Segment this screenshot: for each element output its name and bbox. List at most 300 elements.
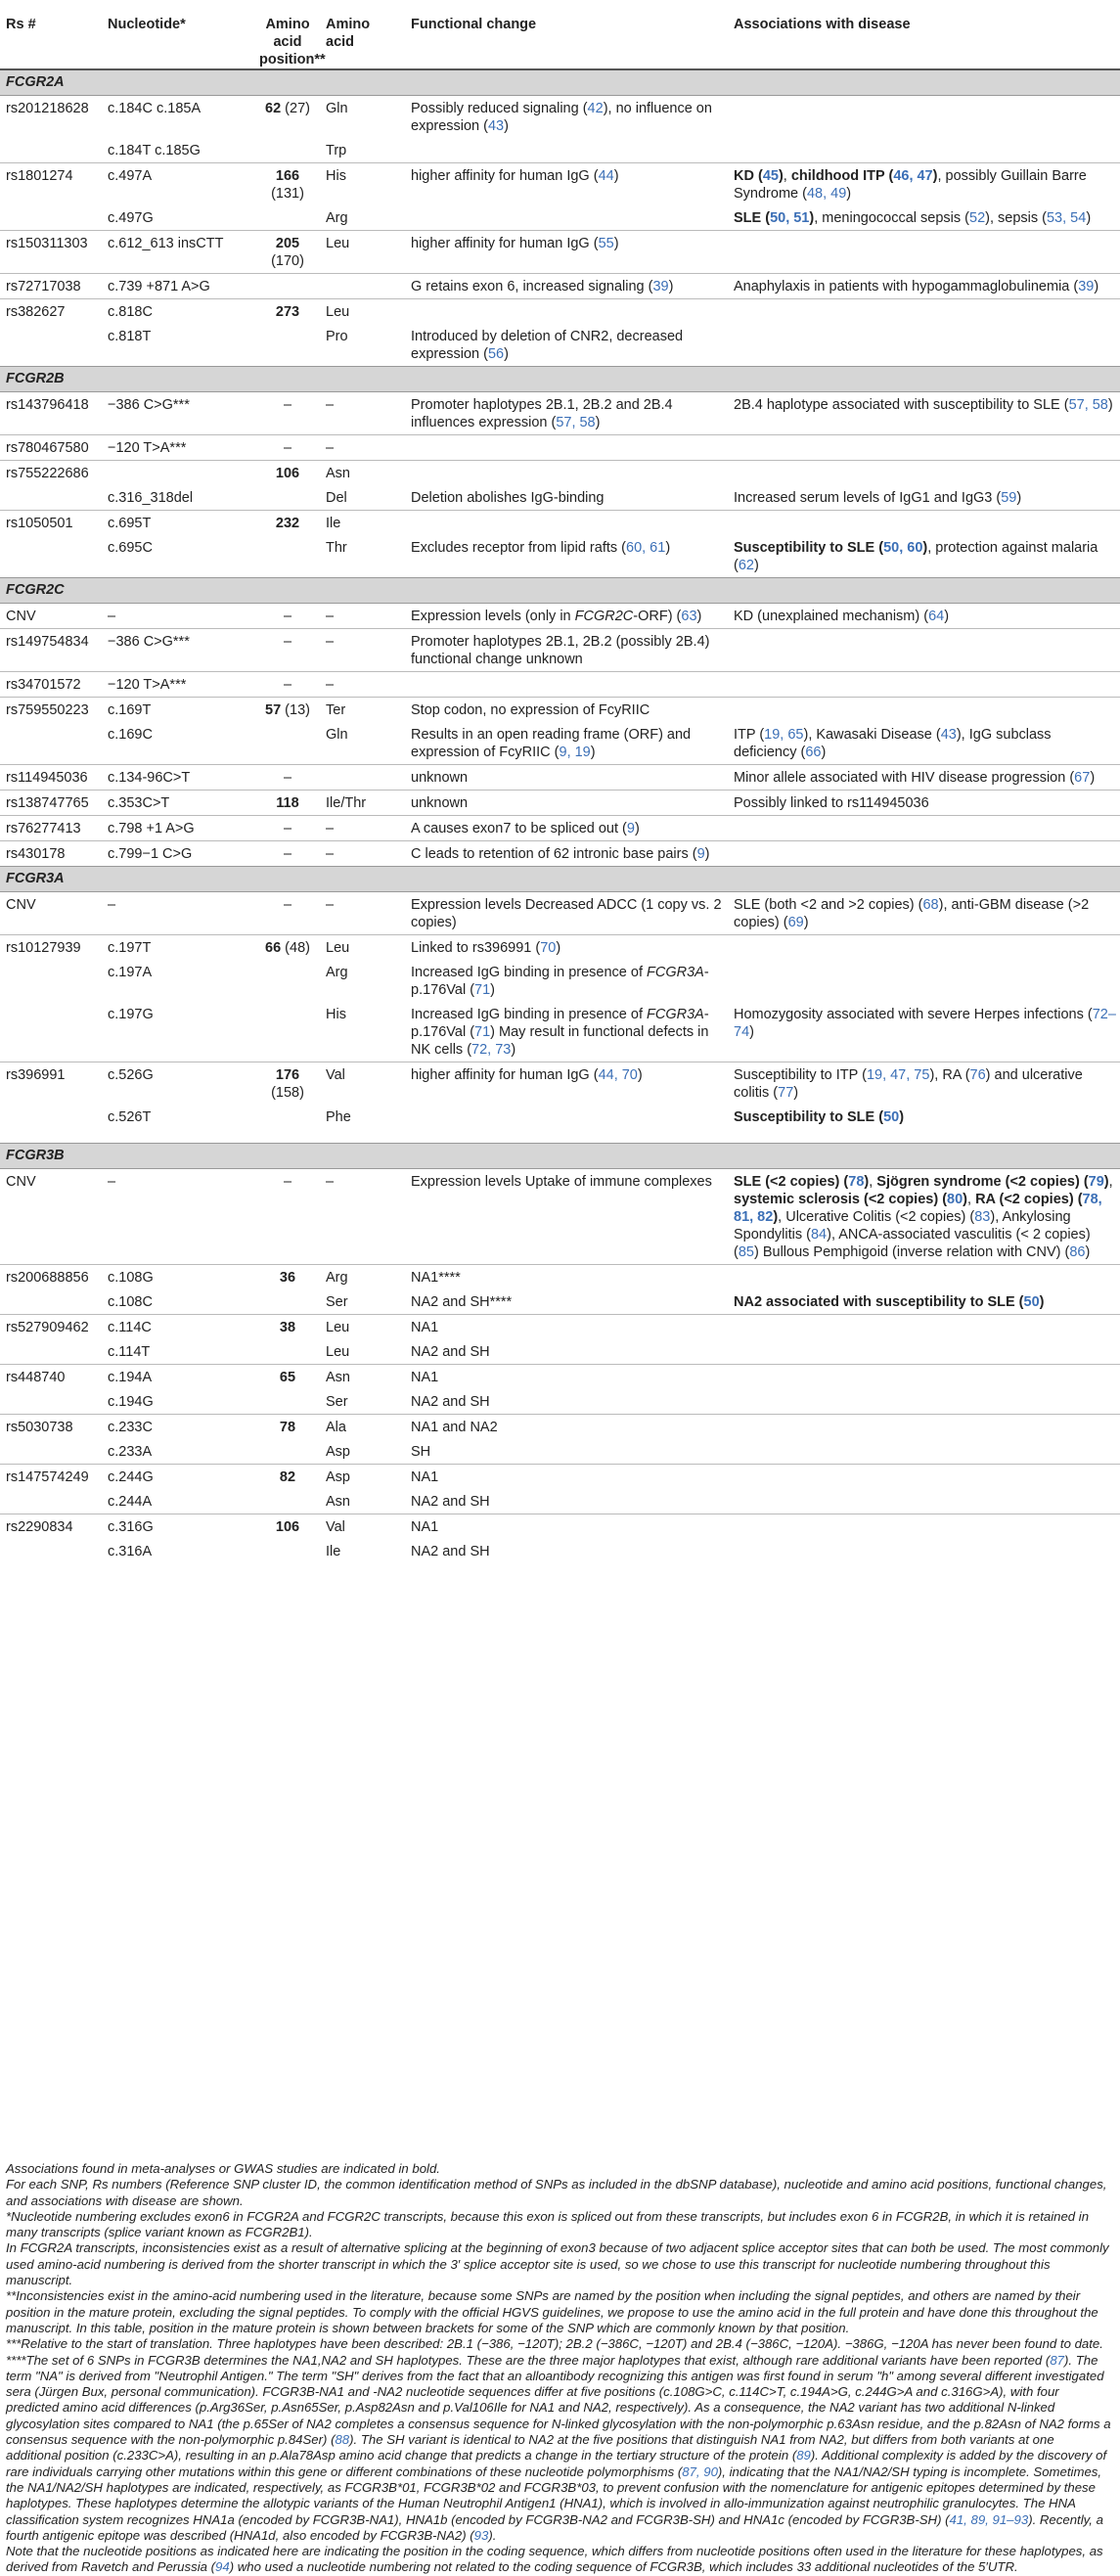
rs-cell <box>0 1539 102 1563</box>
disease-cell <box>728 816 1120 841</box>
rs-cell <box>0 138 102 163</box>
section-header-fcgr2a <box>0 69 1120 96</box>
functional-change-cell: NA1 <box>405 1465 728 1490</box>
rs-cell: rs143796418 <box>6 397 89 413</box>
rs-cell: rs755222686 <box>0 461 102 486</box>
aa-position-value: 78 <box>279 1420 296 1435</box>
table-row <box>0 672 1120 698</box>
functional-change-cell: NA1**** <box>405 1265 728 1290</box>
nucleotide-cell: – <box>108 897 116 913</box>
table-row <box>0 535 1120 578</box>
aa-position-cell <box>253 1415 320 1440</box>
rs-cell: CNV <box>6 897 36 913</box>
aa-position-cell <box>253 604 320 629</box>
aa-position-cell <box>253 841 320 867</box>
disease-cell <box>728 1265 1120 1290</box>
col-header-rs: Rs # <box>0 0 102 69</box>
aa-position-cell <box>253 299 320 325</box>
col-header-nucleotide: Nucleotide* <box>102 0 253 69</box>
disease-cell <box>728 1439 1120 1465</box>
rs-cell: rs138747765 <box>0 791 102 816</box>
aa-position-cell <box>253 722 320 765</box>
functional-change-cell: C leads to retention of 62 intronic base pairs (9) <box>405 841 728 867</box>
nucleotide-cell: −386 C>G*** <box>108 397 190 413</box>
aa-position-value: 62 <box>265 101 282 116</box>
table-row <box>0 1062 1120 1106</box>
amino-acid-cell: Leu <box>320 1315 405 1340</box>
disease-cell <box>728 461 1120 486</box>
nucleotide-cell <box>102 461 253 486</box>
aa-position-cell <box>253 138 320 163</box>
nucleotide-cell: c.134-96C>T <box>102 765 253 791</box>
disease-cell <box>728 138 1120 163</box>
nucleotide-cell: c.497A <box>102 163 253 206</box>
aa-position-cell <box>253 816 320 841</box>
amino-acid-cell: Gln <box>326 727 348 743</box>
amino-acid-cell: – <box>320 629 405 672</box>
nucleotide-cell: c.184T c.185G <box>108 143 201 158</box>
rs-cell <box>0 485 102 511</box>
nucleotide-cell: c.316A <box>108 1544 153 1559</box>
functional-change-cell: Expression levels (only in FCGR2C-ORF) (63) <box>411 609 702 624</box>
functional-change-cell <box>405 299 728 325</box>
col-header-disease: Associations with disease <box>728 0 1120 69</box>
section-header-fcgr3b <box>0 1144 1120 1169</box>
table-body <box>0 69 1120 1563</box>
aa-position-value: – <box>283 846 292 862</box>
amino-acid-cell: – <box>326 897 335 913</box>
amino-acid-cell: – <box>326 609 335 624</box>
disease-cell: SLE (<2 copies) (78), Sjögren syndrome (<2 copies) (79), systemic sclerosis (<2 copies) (80), RA (<2 copies) (78, 81, 82), Ulcerative Colitis (<2 copies) (83), Ankylosing Spondylitis (84), ANCA-associated vasculitis (< 2 copies) (85) Bullous Pemphigoid (inverse relation with CNV) (86) <box>734 1174 1113 1260</box>
disease-cell: Minor allele associated with HIV disease progression (67) <box>728 765 1120 791</box>
table-row <box>0 1169 1120 1265</box>
section-title: FCGR3A <box>0 867 1120 892</box>
nucleotide-cell: – <box>108 609 116 624</box>
rs-cell <box>0 1002 102 1062</box>
rs-cell: rs527909462 <box>0 1315 102 1340</box>
amino-acid-cell: Asp <box>320 1465 405 1490</box>
functional-change-cell: Linked to rs396991 (70) <box>405 935 728 961</box>
rs-cell <box>0 1289 102 1315</box>
nucleotide-cell: c.114T <box>108 1344 151 1360</box>
aa-position-value: 205 <box>275 236 300 251</box>
table-row <box>0 629 1120 672</box>
aa-position-value: 232 <box>275 516 300 531</box>
aa-position-mature: (48) <box>281 940 310 956</box>
nucleotide-cell: – <box>108 1174 116 1190</box>
rs-cell <box>0 1339 102 1365</box>
nucleotide-cell: c.497G <box>108 210 154 226</box>
footnote: ***Relative to the start of translation. Three haplotypes have been described: 2B.1 (−386, −120T); 2B.2 (−386C, −120T) and 2B.4 (−386C, −120A). −386G, −120A has never been found to date. <box>6 2336 1103 2352</box>
nucleotide-cell: c.197T <box>102 935 253 961</box>
table-row <box>0 299 1120 325</box>
rs-cell: rs114945036 <box>0 765 102 791</box>
table-row <box>0 935 1120 961</box>
aa-position-mature: (170) <box>271 253 304 269</box>
nucleotide-cell: c.197A <box>108 965 153 980</box>
rs-cell: rs34701572 <box>0 672 102 698</box>
amino-acid-cell: Leu <box>326 1344 350 1360</box>
disease-cell <box>728 1339 1120 1365</box>
table-row <box>0 1539 1120 1563</box>
nucleotide-cell: c.233C <box>102 1415 253 1440</box>
aa-position-cell <box>253 1315 320 1340</box>
aa-position-value: 36 <box>279 1270 296 1286</box>
aa-position-cell <box>253 205 320 231</box>
rs-cell: rs780467580 <box>0 435 102 461</box>
functional-change-cell: Expression levels Decreased ADCC (1 copy vs. 2 copies) <box>411 897 722 930</box>
table-row <box>0 1489 1120 1514</box>
amino-acid-cell: Val <box>320 1062 405 1106</box>
disease-cell: SLE (50, 51), meningococcal sepsis (52), sepsis (53, 54) <box>734 210 1092 226</box>
amino-acid-cell: Ile/Thr <box>320 791 405 816</box>
functional-change-cell: NA1 <box>405 1514 728 1540</box>
section-header-fcgr3a <box>0 867 1120 892</box>
aa-position-cell <box>253 1265 320 1290</box>
nucleotide-cell: c.316G <box>102 1514 253 1540</box>
nucleotide-cell: −386 C>G*** <box>102 629 253 672</box>
rs-cell: rs150311303 <box>0 231 102 274</box>
disease-cell <box>728 1315 1120 1340</box>
disease-cell <box>728 698 1120 723</box>
aa-position-cell <box>253 1439 320 1465</box>
rs-cell: rs200688856 <box>0 1265 102 1290</box>
aa-position-value: – <box>283 440 292 456</box>
functional-change-cell: NA2 and SH <box>411 1494 490 1510</box>
table-row <box>0 1002 1120 1062</box>
nucleotide-cell: c.526G <box>102 1062 253 1106</box>
table-row <box>0 791 1120 816</box>
table-row <box>0 1105 1120 1129</box>
aa-position-value: 65 <box>279 1370 296 1385</box>
functional-change-cell: Increased IgG binding in presence of FCGR3A-p.176Val (71) <box>411 965 709 998</box>
aa-position-cell <box>253 1514 320 1540</box>
nucleotide-cell: c.695T <box>102 511 253 536</box>
rs-cell: rs10127939 <box>0 935 102 961</box>
aa-position-cell <box>253 960 320 1002</box>
table-row <box>0 231 1120 274</box>
aa-position-cell <box>253 511 320 536</box>
nucleotide-cell: c.184C c.185A <box>108 101 202 116</box>
aa-position-value: – <box>283 1174 292 1190</box>
aa-position-cell <box>253 163 320 206</box>
amino-acid-cell: Leu <box>320 935 405 961</box>
nucleotide-cell: c.739 +871 A>G <box>102 274 253 299</box>
amino-acid-cell: Trp <box>326 143 347 158</box>
nucleotide-cell: c.108G <box>102 1265 253 1290</box>
disease-cell <box>728 960 1120 1002</box>
amino-acid-cell: Asn <box>320 1365 405 1390</box>
rs-cell <box>0 1439 102 1465</box>
footnote: In FCGR2A transcripts, inconsistencies exist as a result of alternative splicing at the beginning of exon3 because of two adjacent splice acceptor sites that can both be used. The most commonly used amino-acid numbering is derived from the shorter transcript in which the 3′ splice acceptor site is used, so we chose to use this transcript for nucleotide numbering throughout this manuscript. <box>6 2240 1109 2288</box>
table-footnotes <box>6 2161 1111 2576</box>
disease-cell <box>728 629 1120 672</box>
aa-position-value: – <box>283 397 292 413</box>
functional-change-cell: NA2 and SH <box>411 1344 490 1360</box>
aa-position-cell <box>253 791 320 816</box>
aa-position-value: 176 <box>275 1067 300 1083</box>
table-row <box>0 392 1120 435</box>
table-row <box>0 274 1120 299</box>
rs-cell: CNV <box>6 609 36 624</box>
disease-cell <box>728 1514 1120 1540</box>
rs-cell: rs5030738 <box>0 1415 102 1440</box>
nucleotide-cell: c.114C <box>102 1315 253 1340</box>
section-title: FCGR2B <box>0 367 1120 392</box>
amino-acid-cell: Ala <box>320 1415 405 1440</box>
rs-cell: rs448740 <box>0 1365 102 1390</box>
disease-cell: 2B.4 haplotype associated with susceptibility to SLE (57, 58) <box>734 397 1113 413</box>
table-row <box>0 722 1120 765</box>
col-header-aa-position: Amino acid position** <box>253 0 320 69</box>
disease-cell: Susceptibility to SLE (50) <box>734 1109 905 1125</box>
rs-cell <box>0 1389 102 1415</box>
nucleotide-cell: c.695C <box>108 540 153 556</box>
table-row <box>0 138 1120 163</box>
functional-change-cell <box>405 435 728 461</box>
table-row <box>0 1415 1120 1440</box>
aa-position-cell <box>253 1002 320 1062</box>
footnote: **Inconsistencies exist in the amino-acid numbering used in the literature, because some SNPs are named by the position when including the signal peptides, and others are named by their position in the mature protein, excluding the signal peptides. To comply with the official HGVS guidelines, we propose to use the amino acid in the full protein and have done this throughout the manuscript. In this table, position in the mature protein is shown between brackets for some of the SNP which are commonly known by that position. <box>6 2288 1098 2335</box>
disease-cell: Homozygosity associated with severe Herpes infections (72–74) <box>734 1007 1116 1040</box>
aa-position-cell <box>253 1062 320 1106</box>
table-row <box>0 1439 1120 1465</box>
disease-cell: Susceptibility to ITP (19, 47, 75), RA (76) and ulcerative colitis (77) <box>728 1062 1120 1106</box>
nucleotide-cell: c.244G <box>102 1465 253 1490</box>
table-row <box>0 205 1120 231</box>
table-row <box>0 1514 1120 1540</box>
rs-cell: rs430178 <box>0 841 102 867</box>
aa-position-cell <box>253 935 320 961</box>
aa-position-cell <box>253 629 320 672</box>
nucleotide-cell: c.197G <box>108 1007 154 1022</box>
amino-acid-cell: – <box>320 841 405 867</box>
disease-cell: SLE (both <2 and >2 copies) (68), anti-GBM disease (>2 copies) (69) <box>734 897 1090 930</box>
functional-change-cell <box>405 1105 728 1129</box>
aa-position-value: 106 <box>275 1519 300 1535</box>
table-row <box>0 485 1120 511</box>
functional-change-cell: SH <box>411 1444 431 1460</box>
disease-cell <box>728 299 1120 325</box>
rs-cell <box>0 205 102 231</box>
aa-position-cell <box>253 1365 320 1390</box>
col-header-functional-change: Functional change <box>405 0 728 69</box>
rs-cell <box>0 324 102 367</box>
amino-acid-cell: Ile <box>326 1544 341 1559</box>
disease-cell <box>728 935 1120 961</box>
nucleotide-cell: −120 T>A*** <box>102 435 253 461</box>
rs-cell: rs76277413 <box>0 816 102 841</box>
amino-acid-cell: Asn <box>326 1494 350 1510</box>
nucleotide-cell: c.108C <box>108 1294 153 1310</box>
nucleotide-cell: c.316_318del <box>108 490 194 506</box>
aa-position-mature: (27) <box>281 101 310 116</box>
amino-acid-cell: Thr <box>326 540 347 556</box>
aa-position-value: 38 <box>279 1320 296 1335</box>
amino-acid-cell: Asp <box>326 1444 350 1460</box>
aa-position-cell <box>253 435 320 461</box>
col-header-amino-acid: Amino acid <box>320 0 405 69</box>
nucleotide-cell: c.194G <box>108 1394 154 1410</box>
disease-cell <box>728 511 1120 536</box>
aa-position-mature: (13) <box>281 702 310 718</box>
section-header-fcgr2c <box>0 578 1120 604</box>
aa-position-cell <box>253 672 320 698</box>
functional-change-cell: Increased IgG binding in presence of FCGR3A-p.176Val (71) May result in functional defects in NK cells (72, 73) <box>411 1007 709 1058</box>
aa-position-cell <box>253 1289 320 1315</box>
amino-acid-cell <box>320 274 405 299</box>
functional-change-cell <box>405 511 728 536</box>
amino-acid-cell: Arg <box>320 1265 405 1290</box>
table-row <box>0 96 1120 139</box>
functional-change-cell: Stop codon, no expression of FcyRIIC <box>405 698 728 723</box>
aa-position-cell <box>253 1105 320 1129</box>
table-row <box>0 892 1120 935</box>
amino-acid-cell: Ile <box>320 511 405 536</box>
nucleotide-cell: c.612_613 insCTT <box>102 231 253 274</box>
aa-position-value: – <box>283 677 292 693</box>
rs-cell <box>0 960 102 1002</box>
rs-cell: CNV <box>6 1174 36 1190</box>
functional-change-cell: Promoter haplotypes 2B.1, 2B.2 (possibly 2B.4) functional change unknown <box>405 629 728 672</box>
aa-position-value: 57 <box>265 702 282 718</box>
amino-acid-cell: – <box>326 397 335 413</box>
table-row <box>0 1315 1120 1340</box>
table-row <box>0 816 1120 841</box>
functional-change-cell: Excludes receptor from lipid rafts (60, 61) <box>411 540 671 556</box>
aa-position-cell <box>253 1465 320 1490</box>
functional-change-cell: NA1 <box>405 1315 728 1340</box>
amino-acid-cell: Pro <box>326 329 348 344</box>
aa-position-value: – <box>283 634 292 650</box>
table-row <box>0 1265 1120 1290</box>
section-header-fcgr2b <box>0 367 1120 392</box>
amino-acid-cell: Del <box>326 490 347 506</box>
table-row <box>0 698 1120 723</box>
functional-change-cell: unknown <box>405 791 728 816</box>
amino-acid-cell: Leu <box>320 231 405 274</box>
functional-change-cell: Possibly reduced signaling (42), no influence on expression (43) <box>411 101 712 134</box>
disease-cell: Anaphylaxis in patients with hypogammaglobulinemia (39) <box>728 274 1120 299</box>
table-row <box>0 1339 1120 1365</box>
nucleotide-cell: c.818C <box>102 299 253 325</box>
functional-change-cell <box>405 461 728 486</box>
disease-cell <box>728 1489 1120 1514</box>
amino-acid-cell: Leu <box>320 299 405 325</box>
rs-cell: rs201218628 <box>6 101 89 116</box>
table-row <box>0 1389 1120 1415</box>
aa-position-cell <box>253 1389 320 1415</box>
amino-acid-cell: – <box>320 672 405 698</box>
amino-acid-cell: Phe <box>326 1109 351 1125</box>
functional-change-cell: A causes exon7 to be spliced out (9) <box>405 816 728 841</box>
table-row <box>0 461 1120 486</box>
aa-position-value: – <box>283 821 292 836</box>
aa-position-cell <box>253 1169 320 1265</box>
aa-position-cell <box>253 324 320 367</box>
disease-cell <box>728 435 1120 461</box>
disease-cell: ITP (19, 65), Kawasaki Disease (43), IgG subclass deficiency (66) <box>734 727 1052 760</box>
functional-change-cell: Introduced by deletion of CNR2, decreased expression (56) <box>411 329 684 362</box>
functional-change-cell: Expression levels Uptake of immune complexes <box>411 1174 712 1190</box>
aa-position-cell <box>253 96 320 139</box>
rs-cell: rs149754834 <box>0 629 102 672</box>
nucleotide-cell: c.798 +1 A>G <box>102 816 253 841</box>
functional-change-cell <box>405 138 728 163</box>
aa-position-cell <box>253 765 320 791</box>
table-row <box>0 324 1120 367</box>
rs-cell: rs759550223 <box>0 698 102 723</box>
aa-position-value: – <box>283 897 292 913</box>
table-row <box>0 1289 1120 1315</box>
aa-position-cell <box>253 535 320 578</box>
rs-cell: rs2290834 <box>0 1514 102 1540</box>
footnote: ****The set of 6 SNPs in FCGR3B determines the NA1,NA2 and SH haplotypes. These are the three major haplotypes that exist, although rare additional variants have been reported (87). The term "NA" is derived from "Neutrophil Antigen." The term "SH" derives from the fact that an alloantibody recognizing this antigen was first found in serum "h" among several different investigated sera (Jürgen Bux, personal communication). FCGR3B-NA1 and -NA2 nucleotide sequences differ at five positions (c.108G>C, c.114C>T, c.194A>G, c.244G>A and c.316G>A), with four predicted amino acid differences (p.Arg36Ser, p.Asn65Ser, p.Asp82Asn and p.Val106Ile for NA1 and NA2, respectively). As a consequence, the NA2 variant has two additional N-linked glycosylation sites compared to NA1 (the p.65Ser of NA2 completes a consensus sequence for N-linked glycosylation with the non-polymorphic p.63Asn residue, and the p.82Asn of NA2 forms a consensus sequence with the non-polymorphic p.84Ser) (88). The SH variant is identical to NA2 at the five positions that distinguish NA1 from NA2, but differs from both variants at one additional position (c.233C>A), resulting in an p.Ala78Asp amino acid change that predicts a change in the tertiary structure of the protein (89). Additional complexity is added by the discovery of rare individuals carrying other mutations within this gene or different combinations of these nucleotide polymorphisms (87, 90), indicating that the NA1/NA2/SH typing is incomplete. Sometimes, the NA1/NA2/SH haplotypes are indicated, respectively, as FCGR3B*01, FCGR3B*02 and FCGR3B*03, to prevent confusion with the nomenclature for antigenic epitopes determined by these haplotypes. These haplotypes determine the allotypic variants of the Human Neutrophil Antigen1 (HNA1), which is involved in allo-immunization against neutrophilic granulocytes. The HNA classification system recognizes HNA1a (encoded by FCGR3B-NA1), HNA1b (encoded by FCGR3B-NA2 and FCGR3B-SH) and HNA1c (encoded by FCGR3B-SH) (41, 89, 91–93). Recently, a fourth antigenic epitope was described (HNA1d, also encoded by FCGR3B-NA2) (93). <box>6 2352 1111 2543</box>
disease-cell <box>728 841 1120 867</box>
disease-cell <box>728 1415 1120 1440</box>
functional-change-cell: higher affinity for human IgG (44, 70) <box>405 1062 728 1106</box>
aa-position-cell <box>253 461 320 486</box>
table-row <box>0 1465 1120 1490</box>
rs-cell: rs382627 <box>0 299 102 325</box>
functional-change-cell: higher affinity for human IgG (44) <box>405 163 728 206</box>
aa-position-cell <box>253 274 320 299</box>
amino-acid-cell <box>320 765 405 791</box>
rs-cell <box>0 1489 102 1514</box>
amino-acid-cell: – <box>326 1174 335 1190</box>
nucleotide-cell: c.799−1 C>G <box>102 841 253 867</box>
functional-change-cell: NA2 and SH**** <box>411 1294 513 1310</box>
functional-change-cell: NA1 <box>405 1365 728 1390</box>
amino-acid-cell: Asn <box>320 461 405 486</box>
nucleotide-cell: c.233A <box>108 1444 153 1460</box>
functional-change-cell: Promoter haplotypes 2B.1, 2B.2 and 2B.4 influences expression (57, 58) <box>411 397 673 430</box>
table-row <box>0 960 1120 1002</box>
disease-cell <box>728 96 1120 139</box>
aa-position-cell <box>253 231 320 274</box>
disease-cell <box>728 231 1120 274</box>
aa-position-cell <box>253 892 320 935</box>
functional-change-cell: Deletion abolishes IgG-binding <box>411 490 605 506</box>
table-row <box>0 511 1120 536</box>
amino-acid-cell: Ser <box>326 1294 348 1310</box>
amino-acid-cell: His <box>326 1007 346 1022</box>
aa-position-cell <box>253 1339 320 1365</box>
rs-cell <box>0 1105 102 1129</box>
disease-cell: NA2 associated with susceptibility to SLE (50) <box>734 1294 1045 1310</box>
aa-position-value: 166 <box>275 168 300 184</box>
footnote: *Nucleotide numbering excludes exon6 in FCGR2A and FCGR2C transcripts, because this exon is spliced out from these transcripts, but includes exon 6 in FCGR2B, in which it is retained in many transcripts (splice variant known as FCGR2B1). <box>6 2208 1090 2240</box>
amino-acid-cell: Ser <box>326 1394 348 1410</box>
section-spacer <box>0 1129 1120 1144</box>
footnote: For each SNP, Rs numbers (Reference SNP cluster ID, the common identification method of SNPs as included in the dbSNP database), nucleotide and amino acid positions, functional changes, and associations with disease are shown. <box>6 2177 1107 2208</box>
rs-cell: rs72717038 <box>0 274 102 299</box>
section-title: FCGR3B <box>0 1144 1120 1169</box>
amino-acid-cell: – <box>320 435 405 461</box>
section-title: FCGR2C <box>0 578 1120 604</box>
rs-cell: rs1801274 <box>0 163 102 206</box>
table-header-row <box>0 0 1120 69</box>
functional-change-cell: NA2 and SH <box>411 1394 490 1410</box>
table-row <box>0 1365 1120 1390</box>
nucleotide-cell: c.169C <box>108 727 153 743</box>
aa-position-value: 82 <box>279 1469 296 1485</box>
aa-position-value: 106 <box>275 466 300 481</box>
functional-change-cell: higher affinity for human IgG (55) <box>405 231 728 274</box>
disease-cell: KD (45), childhood ITP (46, 47), possibly Guillain Barre Syndrome (48, 49) <box>728 163 1120 206</box>
amino-acid-cell: Arg <box>326 965 348 980</box>
nucleotide-cell: c.526T <box>108 1109 152 1125</box>
